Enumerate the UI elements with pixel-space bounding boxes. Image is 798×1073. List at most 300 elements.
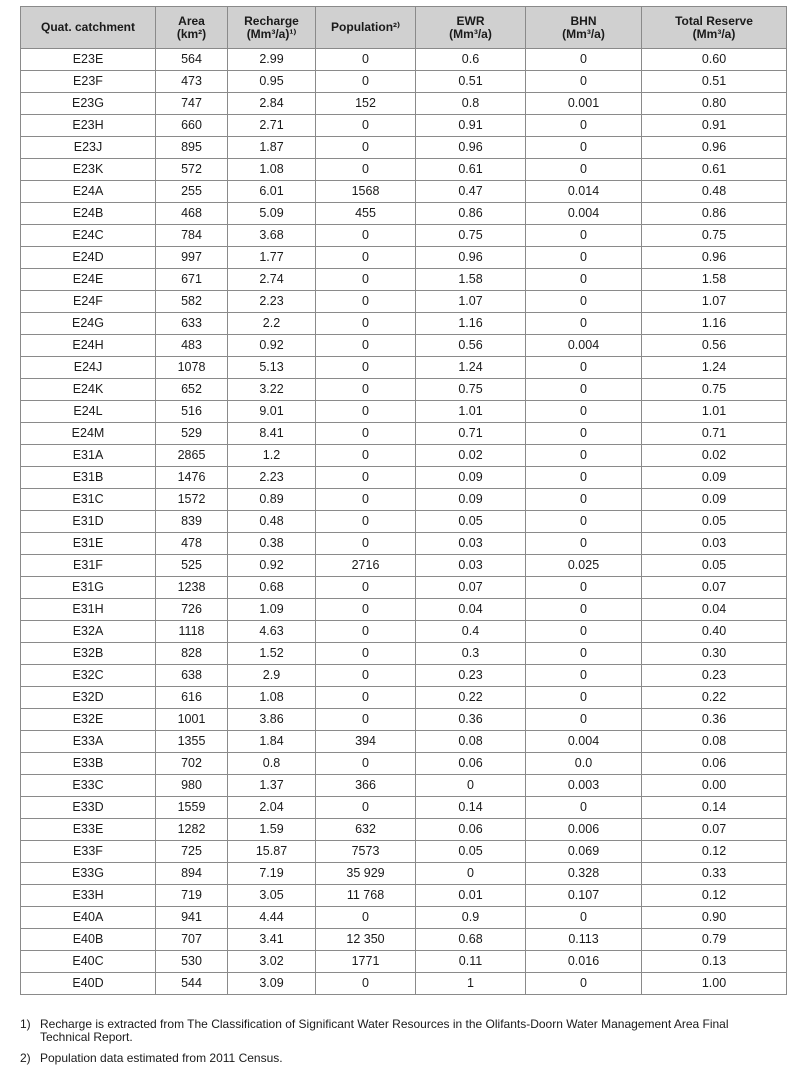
table-row [21,203,787,225]
cell-catchment: E23K [21,159,156,181]
cell-catchment: E31D [21,511,156,533]
cell-bhn: 0 [526,709,642,731]
cell-catchment: E33F [21,841,156,863]
table-row [21,489,787,511]
table-row [21,181,787,203]
cell-recharge: 3.68 [228,225,316,247]
cell-catchment: E40D [21,973,156,995]
cell-total-reserve: 0.33 [642,863,787,885]
cell-bhn: 0 [526,71,642,93]
cell-bhn: 0.113 [526,929,642,951]
cell-population: 0 [316,247,416,269]
cell-catchment: E33H [21,885,156,907]
header-ewr: EWR (Mm³/a) [416,7,526,49]
cell-catchment: E33B [21,753,156,775]
cell-catchment: E40A [21,907,156,929]
table-row [21,775,787,797]
cell-population: 0 [316,511,416,533]
table-row [21,71,787,93]
cell-ewr: 0.36 [416,709,526,731]
table-row [21,819,787,841]
cell-catchment: E31C [21,489,156,511]
cell-total-reserve: 0.30 [642,643,787,665]
cell-recharge: 1.52 [228,643,316,665]
cell-recharge: 0.92 [228,555,316,577]
header-total-reserve: Total Reserve (Mm³/a) [642,7,787,49]
cell-population: 0 [316,423,416,445]
cell-recharge: 7.19 [228,863,316,885]
cell-ewr: 0.86 [416,203,526,225]
table-row [21,665,787,687]
cell-total-reserve: 0.96 [642,247,787,269]
table-row [21,731,787,753]
cell-ewr: 0.96 [416,247,526,269]
footnote-number: 2) [20,1051,31,1065]
cell-ewr: 0.8 [416,93,526,115]
cell-area: 784 [156,225,228,247]
cell-bhn: 0 [526,621,642,643]
cell-catchment: E24H [21,335,156,357]
table-row [21,577,787,599]
cell-ewr: 0 [416,863,526,885]
cell-population: 0 [316,335,416,357]
cell-ewr: 0.14 [416,797,526,819]
cell-recharge: 5.13 [228,357,316,379]
cell-ewr: 0.23 [416,665,526,687]
cell-total-reserve: 0.14 [642,797,787,819]
header-recharge: Recharge (Mm³/a)¹⁾ [228,7,316,49]
cell-area: 702 [156,753,228,775]
cell-recharge: 3.86 [228,709,316,731]
cell-population: 0 [316,137,416,159]
cell-area: 564 [156,49,228,71]
cell-ewr: 0.47 [416,181,526,203]
table-row [21,445,787,467]
cell-total-reserve: 0.00 [642,775,787,797]
cell-population: 0 [316,313,416,335]
cell-recharge: 3.41 [228,929,316,951]
cell-bhn: 0 [526,269,642,291]
cell-area: 516 [156,401,228,423]
cell-total-reserve: 0.61 [642,159,787,181]
cell-recharge: 3.02 [228,951,316,973]
header-population: Population²⁾ [316,7,416,49]
cell-catchment: E33A [21,731,156,753]
cell-recharge: 2.2 [228,313,316,335]
cell-population: 0 [316,687,416,709]
table-row [21,423,787,445]
cell-population: 0 [316,907,416,929]
cell-catchment: E24F [21,291,156,313]
table-row [21,643,787,665]
cell-bhn: 0 [526,291,642,313]
cell-total-reserve: 0.07 [642,819,787,841]
cell-bhn: 0.006 [526,819,642,841]
cell-area: 895 [156,137,228,159]
cell-catchment: E24C [21,225,156,247]
cell-ewr: 0.71 [416,423,526,445]
cell-population: 0 [316,357,416,379]
table-row [21,137,787,159]
cell-area: 525 [156,555,228,577]
cell-area: 468 [156,203,228,225]
cell-catchment: E23H [21,115,156,137]
cell-bhn: 0.004 [526,335,642,357]
cell-area: 473 [156,71,228,93]
cell-area: 483 [156,335,228,357]
cell-area: 725 [156,841,228,863]
cell-population: 0 [316,753,416,775]
cell-population: 0 [316,269,416,291]
cell-population: 12 350 [316,929,416,951]
cell-recharge: 0.89 [228,489,316,511]
cell-recharge: 2.04 [228,797,316,819]
cell-population: 0 [316,533,416,555]
cell-total-reserve: 0.75 [642,225,787,247]
cell-total-reserve: 0.12 [642,841,787,863]
cell-bhn: 0.001 [526,93,642,115]
cell-catchment: E32B [21,643,156,665]
table-row [21,687,787,709]
cell-ewr: 1 [416,973,526,995]
cell-population: 0 [316,445,416,467]
table-row [21,159,787,181]
cell-population: 11 768 [316,885,416,907]
cell-area: 660 [156,115,228,137]
cell-area: 828 [156,643,228,665]
cell-population: 0 [316,643,416,665]
cell-ewr: 0.11 [416,951,526,973]
cell-bhn: 0 [526,577,642,599]
table-row [21,929,787,951]
cell-area: 1572 [156,489,228,511]
cell-recharge: 6.01 [228,181,316,203]
table-row [21,357,787,379]
cell-ewr: 0.22 [416,687,526,709]
cell-bhn: 0.0 [526,753,642,775]
table-row [21,709,787,731]
cell-bhn: 0.069 [526,841,642,863]
cell-catchment: E24E [21,269,156,291]
cell-bhn: 0 [526,797,642,819]
cell-total-reserve: 0.71 [642,423,787,445]
cell-ewr: 1.16 [416,313,526,335]
table-row [21,621,787,643]
cell-area: 1355 [156,731,228,753]
cell-ewr: 0.06 [416,753,526,775]
cell-catchment: E24A [21,181,156,203]
cell-ewr: 0.75 [416,379,526,401]
cell-total-reserve: 1.01 [642,401,787,423]
cell-ewr: 0.51 [416,71,526,93]
cell-recharge: 0.95 [228,71,316,93]
cell-catchment: E24J [21,357,156,379]
footnote-text: Population data estimated from 2011 Census. [40,1051,283,1065]
cell-area: 894 [156,863,228,885]
cell-bhn: 0 [526,225,642,247]
cell-bhn: 0 [526,137,642,159]
cell-catchment: E31B [21,467,156,489]
table-row [21,335,787,357]
cell-recharge: 1.59 [228,819,316,841]
table-row [21,841,787,863]
cell-area: 478 [156,533,228,555]
cell-area: 652 [156,379,228,401]
cell-bhn: 0 [526,489,642,511]
cell-total-reserve: 0.51 [642,71,787,93]
cell-ewr: 0.91 [416,115,526,137]
table-row [21,291,787,313]
cell-total-reserve: 0.03 [642,533,787,555]
cell-recharge: 0.92 [228,335,316,357]
cell-total-reserve: 0.09 [642,467,787,489]
cell-ewr: 0.61 [416,159,526,181]
cell-recharge: 3.09 [228,973,316,995]
cell-ewr: 0.4 [416,621,526,643]
cell-total-reserve: 0.07 [642,577,787,599]
cell-bhn: 0.014 [526,181,642,203]
cell-ewr: 1.58 [416,269,526,291]
cell-ewr: 0.03 [416,533,526,555]
cell-population: 0 [316,159,416,181]
cell-ewr: 1.24 [416,357,526,379]
table-row [21,973,787,995]
cell-ewr: 0.05 [416,841,526,863]
cell-catchment: E23E [21,49,156,71]
cell-bhn: 0 [526,115,642,137]
cell-total-reserve: 0.06 [642,753,787,775]
cell-population: 0 [316,709,416,731]
cell-ewr: 0.3 [416,643,526,665]
cell-catchment: E33D [21,797,156,819]
table-body [21,49,787,995]
cell-recharge: 1.09 [228,599,316,621]
cell-area: 2865 [156,445,228,467]
cell-population: 366 [316,775,416,797]
cell-population: 0 [316,115,416,137]
cell-ewr: 0.03 [416,555,526,577]
table-row [21,555,787,577]
cell-catchment: E23G [21,93,156,115]
table-row [21,753,787,775]
cell-population: 1568 [316,181,416,203]
cell-ewr: 0.09 [416,467,526,489]
cell-recharge: 0.38 [228,533,316,555]
cell-bhn: 0 [526,533,642,555]
cell-population: 0 [316,401,416,423]
cell-area: 255 [156,181,228,203]
cell-total-reserve: 0.05 [642,511,787,533]
cell-population: 0 [316,973,416,995]
cell-bhn: 0 [526,973,642,995]
cell-population: 394 [316,731,416,753]
cell-catchment: E33G [21,863,156,885]
cell-bhn: 0 [526,599,642,621]
cell-population: 0 [316,599,416,621]
cell-recharge: 9.01 [228,401,316,423]
cell-population: 0 [316,71,416,93]
cell-ewr: 0.56 [416,335,526,357]
cell-total-reserve: 0.79 [642,929,787,951]
cell-catchment: E24K [21,379,156,401]
cell-recharge: 2.71 [228,115,316,137]
cell-area: 1118 [156,621,228,643]
cell-bhn: 0 [526,313,642,335]
cell-recharge: 0.8 [228,753,316,775]
cell-total-reserve: 1.07 [642,291,787,313]
table-row [21,379,787,401]
cell-area: 1282 [156,819,228,841]
cell-recharge: 4.63 [228,621,316,643]
cell-recharge: 5.09 [228,203,316,225]
cell-catchment: E33E [21,819,156,841]
cell-catchment: E23J [21,137,156,159]
cell-catchment: E31F [21,555,156,577]
cell-catchment: E32D [21,687,156,709]
cell-area: 616 [156,687,228,709]
cell-area: 572 [156,159,228,181]
cell-ewr: 0.9 [416,907,526,929]
cell-area: 1238 [156,577,228,599]
cell-bhn: 0 [526,665,642,687]
cell-bhn: 0 [526,511,642,533]
cell-bhn: 0 [526,247,642,269]
cell-bhn: 0 [526,49,642,71]
cell-catchment: E32C [21,665,156,687]
cell-recharge: 2.99 [228,49,316,71]
footnote-2 [20,1052,780,1065]
cell-area: 544 [156,973,228,995]
cell-bhn: 0.016 [526,951,642,973]
cell-bhn: 0 [526,379,642,401]
cell-catchment: E24M [21,423,156,445]
cell-recharge: 1.87 [228,137,316,159]
cell-ewr: 0.07 [416,577,526,599]
reserve-table [20,6,787,995]
cell-area: 707 [156,929,228,951]
cell-ewr: 0.68 [416,929,526,951]
cell-total-reserve: 0.96 [642,137,787,159]
cell-ewr: 0.75 [416,225,526,247]
cell-total-reserve: 0.90 [642,907,787,929]
cell-ewr: 0.01 [416,885,526,907]
footnotes [20,1018,780,1073]
cell-total-reserve: 0.48 [642,181,787,203]
table-header-row [21,7,787,49]
cell-bhn: 0 [526,687,642,709]
cell-catchment: E40B [21,929,156,951]
cell-bhn: 0 [526,357,642,379]
cell-area: 1476 [156,467,228,489]
cell-ewr: 0.05 [416,511,526,533]
cell-recharge: 1.08 [228,687,316,709]
header-bhn: BHN (Mm³/a) [526,7,642,49]
cell-bhn: 0 [526,423,642,445]
table-row [21,907,787,929]
cell-population: 0 [316,49,416,71]
cell-total-reserve: 0.09 [642,489,787,511]
cell-recharge: 3.05 [228,885,316,907]
cell-bhn: 0 [526,159,642,181]
cell-population: 0 [316,225,416,247]
cell-ewr: 0.09 [416,489,526,511]
cell-area: 747 [156,93,228,115]
table-row [21,247,787,269]
cell-bhn: 0.328 [526,863,642,885]
cell-recharge: 3.22 [228,379,316,401]
cell-recharge: 15.87 [228,841,316,863]
header-area: Area (km²) [156,7,228,49]
cell-recharge: 2.84 [228,93,316,115]
cell-bhn: 0 [526,467,642,489]
table-row [21,401,787,423]
cell-catchment: E23F [21,71,156,93]
cell-population: 455 [316,203,416,225]
cell-total-reserve: 0.23 [642,665,787,687]
cell-total-reserve: 1.24 [642,357,787,379]
cell-total-reserve: 0.12 [642,885,787,907]
table-row [21,797,787,819]
cell-recharge: 1.84 [228,731,316,753]
cell-total-reserve: 0.60 [642,49,787,71]
cell-area: 839 [156,511,228,533]
cell-ewr: 1.01 [416,401,526,423]
table-row [21,313,787,335]
cell-total-reserve: 0.04 [642,599,787,621]
footnote-1 [20,1018,780,1044]
cell-area: 1078 [156,357,228,379]
cell-area: 671 [156,269,228,291]
cell-area: 726 [156,599,228,621]
cell-population: 7573 [316,841,416,863]
cell-population: 152 [316,93,416,115]
cell-population: 0 [316,291,416,313]
cell-area: 529 [156,423,228,445]
cell-area: 997 [156,247,228,269]
cell-ewr: 0.06 [416,819,526,841]
footnote-text: Recharge is extracted from The Classification of Significant Water Resources in the Olifants-Doorn Water Management Area Final Technical Report. [40,1017,729,1044]
cell-recharge: 2.74 [228,269,316,291]
header-catchment: Quat. catchment [21,7,156,49]
cell-total-reserve: 1.16 [642,313,787,335]
cell-recharge: 4.44 [228,907,316,929]
cell-total-reserve: 0.56 [642,335,787,357]
cell-recharge: 2.23 [228,291,316,313]
cell-total-reserve: 0.13 [642,951,787,973]
cell-catchment: E32E [21,709,156,731]
cell-population: 0 [316,379,416,401]
cell-area: 719 [156,885,228,907]
table-row [21,533,787,555]
cell-bhn: 0.004 [526,203,642,225]
cell-bhn: 0 [526,401,642,423]
table-row [21,599,787,621]
cell-area: 941 [156,907,228,929]
cell-total-reserve: 0.86 [642,203,787,225]
cell-ewr: 0.02 [416,445,526,467]
cell-population: 0 [316,489,416,511]
cell-catchment: E31A [21,445,156,467]
cell-total-reserve: 0.08 [642,731,787,753]
cell-catchment: E24D [21,247,156,269]
cell-total-reserve: 0.02 [642,445,787,467]
cell-bhn: 0.025 [526,555,642,577]
cell-ewr: 0.96 [416,137,526,159]
table-row [21,951,787,973]
cell-ewr: 0.04 [416,599,526,621]
cell-total-reserve: 0.05 [642,555,787,577]
cell-population: 632 [316,819,416,841]
